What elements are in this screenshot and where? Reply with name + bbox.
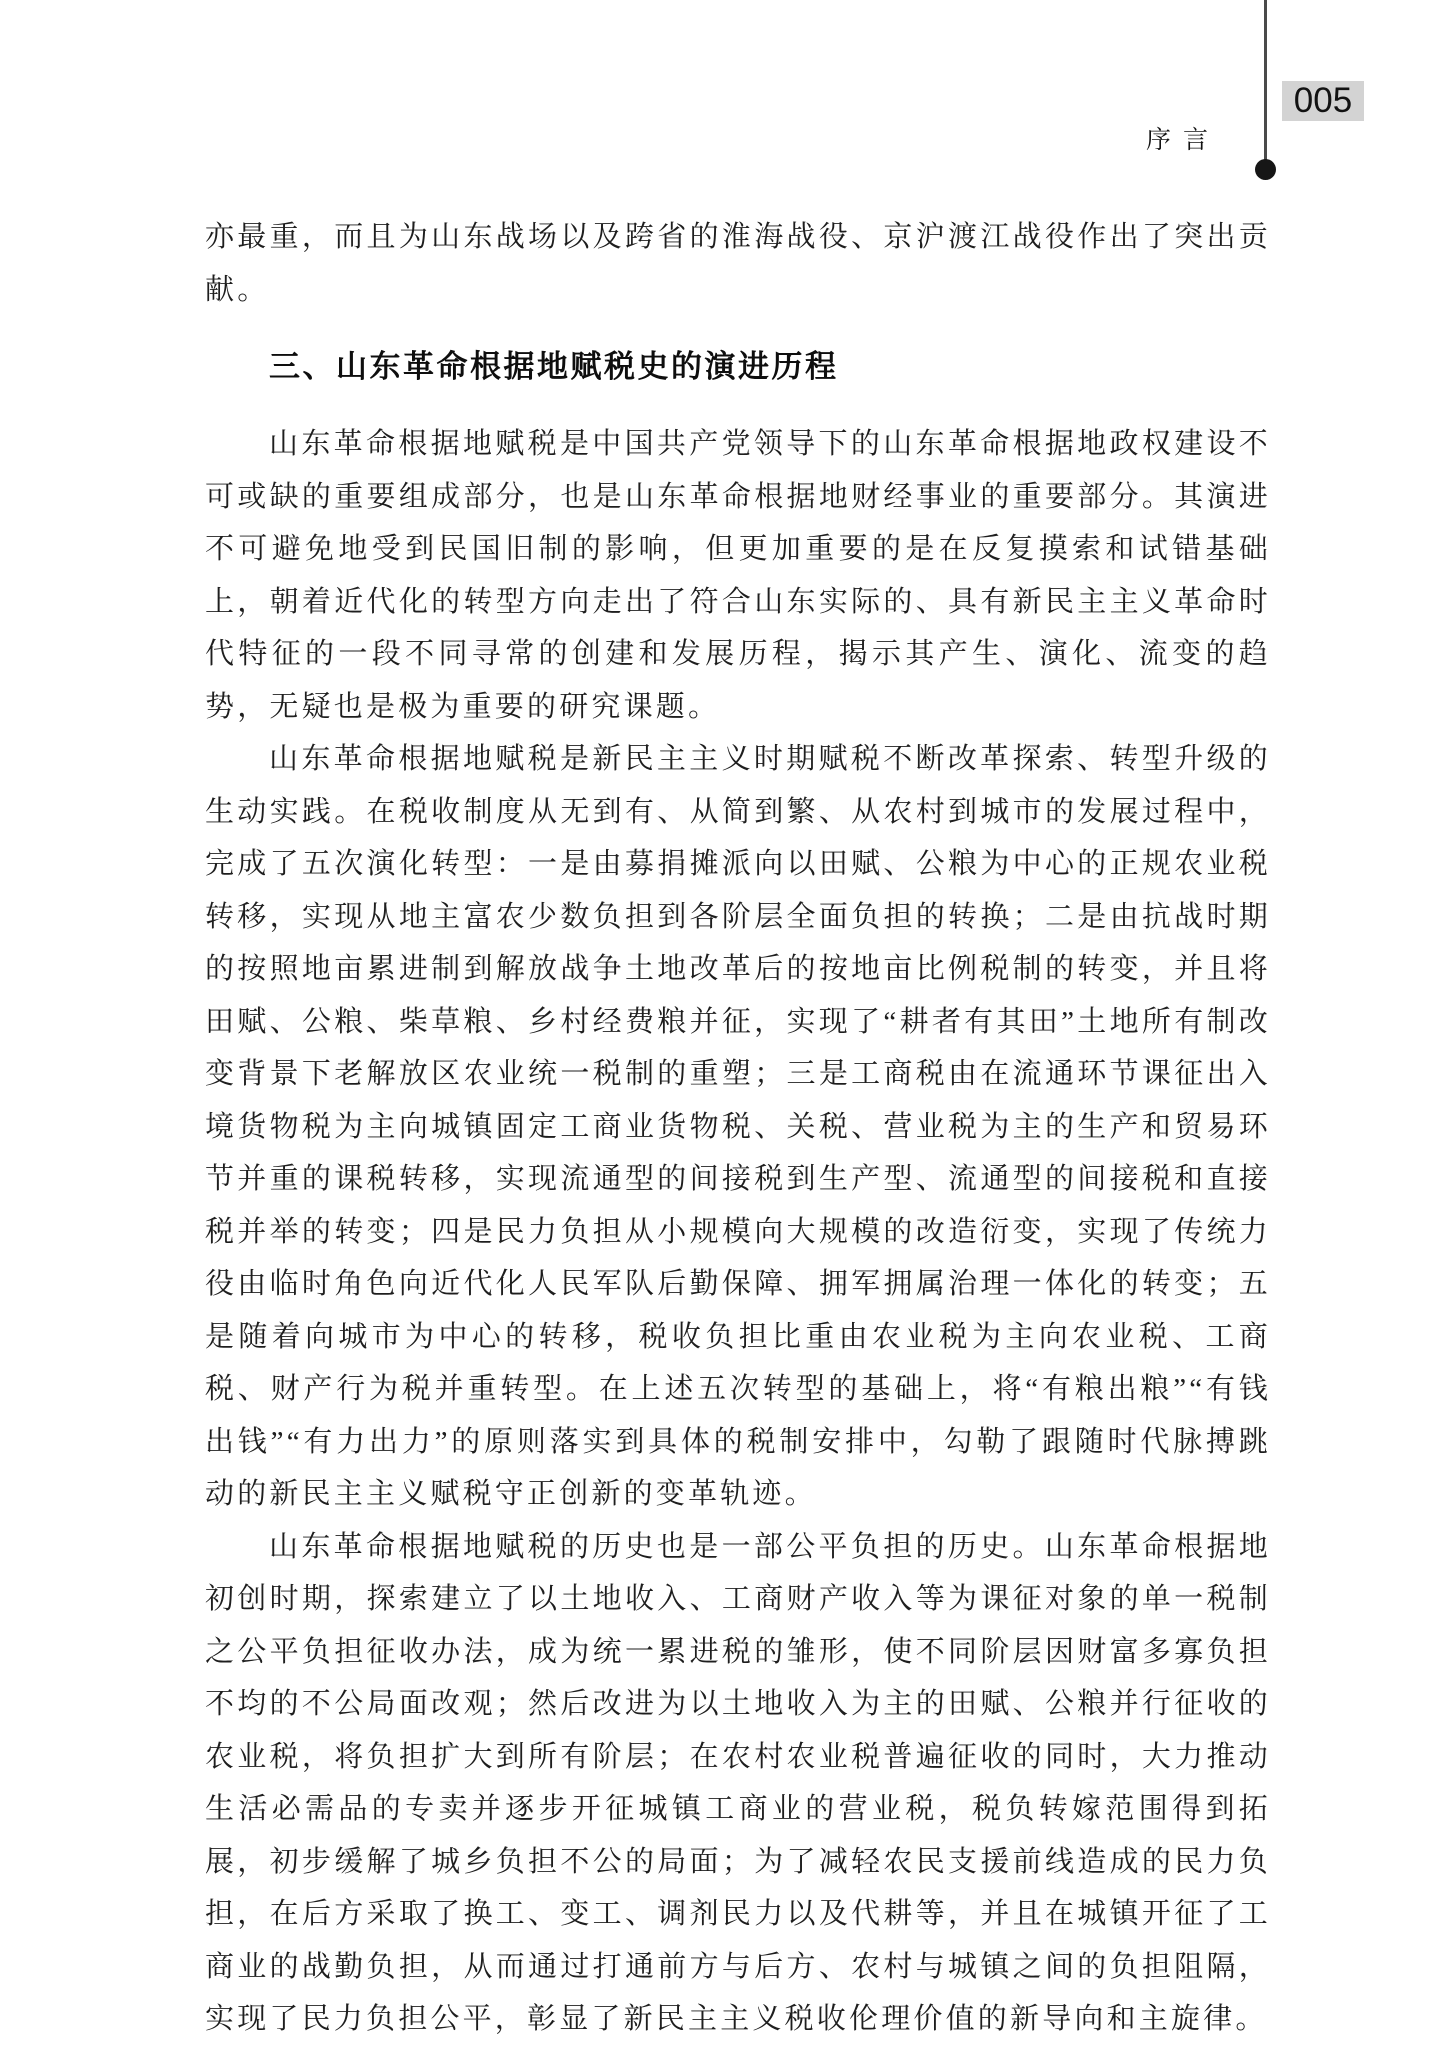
paragraph-1: 山东革命根据地赋税是中国共产党领导下的山东革命根据地政权建设不可或缺的重要组成部分，也是山东革命根据地财经事业的重要部分。其演进不可避免地受到民国旧制的影响，但更加重要的是在反复摸索和试错基础上，朝着近代化的转型方向走出了符合山东实际的、具有新民主主义革命时代特征的一段不同寻常的创建和发展历程，揭示其产生、演化、流变的趋势，无疑也是极为重要的研究课题。 — [205, 428, 1271, 723]
header-rule — [1264, 0, 1267, 162]
paragraph-2: 山东革命根据地赋税是新民主主义时期赋税不断改革探索、转型升级的生动实践。在税收制度从无到有、从简到繁、从农村到城市的发展过程中，完成了五次演化转型：一是由募捐摊派向以田赋、公粮为中心的正规农业税转移，实现从地主富农少数负担到各阶层全面负担的转换；二是由抗战时期的按照地亩累进制到解放战争土地改革后的按地亩比例税制的转变，并且将田赋、公粮、柴草粮、乡村经费粮并征，实现了“耕者有其田”土地所有制改变背景下老解放区农业统一税制的重塑；三是工商税由在流通环节课征出入境货物税为主向城镇固定工商业货物税、关税、营业税为主的生产和贸易环节并重的课税转移，实现流通型的间接税到生产型、流通型的间接税和直接税并举的转变；四是民力负担从小规模向大规模的改造衍变，实现了传统力役由临时角色向近代化人民军队后勤保障、拥军拥属治理一体化的转变；五是随着向城市为中心的转移，税收负担比重由农业税为主向农业税、工商税、财产行为税并重转型。在上述五次转型的基础上，将“有粮出粮”“有钱出钱”“有力出力”的原则落实到具体的税制安排中，勾勒了跟随时代脉搏跳动的新民主主义赋税守正创新的变革轨迹。 — [205, 743, 1271, 1510]
page-body — [205, 211, 1271, 2046]
section-heading: 三、山东革命根据地赋税史的演进历程 — [269, 349, 839, 384]
continuation-paragraph: 亦最重，而且为山东战场以及跨省的淮海战役、京沪渡江战役作出了突出贡献。 — [205, 221, 1271, 306]
page-number-badge: 005 — [1282, 81, 1364, 121]
running-title: 序言 — [1146, 126, 1221, 154]
header-dot-icon — [1255, 159, 1276, 180]
paragraph-3: 山东革命根据地赋税的历史也是一部公平负担的历史。山东革命根据地初创时期，探索建立了以土地收入、工商财产收入等为课征对象的单一税制之公平负担征收办法，成为统一累进税的雏形，使不同阶层因财富多寡负担不均的不公局面改观；然后改进为以土地收入为主的田赋、公粮并行征收的农业税，将负担扩大到所有阶层；在农村农业税普遍征收的同时，大力推动生活必需品的专卖并逐步开征城镇工商业的营业税，税负转嫁范围得到拓展，初步缓解了城乡负担不公的局面；为了减轻农民支援前线造成的民力负担，在后方采取了换工、变工、调剂民力以及代耕等，并且在城镇开征了工商业的战勤负担，从而通过打通前方与后方、农村与城镇之间的负担阻隔，实现了民力负担公平，彰显了新民主主义税收伦理价值的新导向和主旋律。 — [205, 1530, 1271, 2035]
